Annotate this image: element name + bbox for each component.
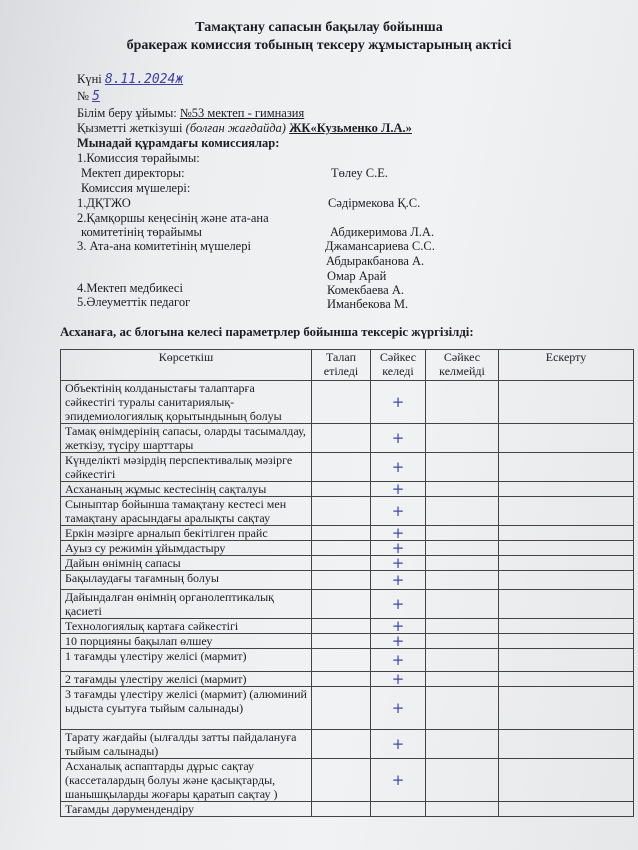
row-not-matches-cell: [426, 526, 499, 541]
row-note-cell: [499, 526, 634, 541]
date-label: Күні: [77, 72, 102, 86]
row-note-cell: [499, 619, 634, 634]
number-label: №: [77, 89, 89, 103]
table-row: [61, 482, 634, 497]
table-row: [61, 759, 634, 802]
row-indicator-text: Ауыз су режимін ұйымдастыру: [61, 541, 312, 556]
row-indicator-text: 3 тағамды үлестіру желісі (мармит) (алюминий ыдыста суытуға тыйым салынады): [61, 687, 312, 730]
row-indicator-text: Еркін мәзірге арналып бекітілген прайс: [61, 526, 312, 541]
member4-name: Комекбаева А.: [327, 283, 404, 297]
row-note-cell: [499, 453, 634, 482]
date-value: 8.11.2024ж: [104, 72, 184, 87]
row-note-cell: [499, 802, 634, 817]
member4-role: 4.Мектеп медбикесі: [77, 281, 183, 295]
row-required-cell: [312, 590, 371, 619]
table-row: [61, 802, 634, 817]
row-not-matches-cell: [426, 482, 499, 497]
table-row: [61, 556, 634, 571]
member1-role: 1.ДҚТЖО: [77, 196, 131, 210]
table-row: [61, 730, 634, 759]
member2-role-line1: 2.Қамқоршы кеңесінің және ата-ана: [77, 211, 269, 225]
table-row: [61, 619, 634, 634]
row-required-cell: [312, 687, 371, 730]
document-title-line1: Тамақтану сапасын бақылау бойынша: [195, 20, 443, 35]
table-row: [61, 571, 634, 590]
row-note-cell: [499, 556, 634, 571]
table-row: [61, 590, 634, 619]
table-row: [61, 687, 634, 730]
row-note-cell: [499, 571, 634, 590]
supplier-label: Қызметті жеткізуші: [77, 121, 183, 135]
header-matches: Сәйкес келеді: [371, 350, 426, 381]
table-row: [61, 526, 634, 541]
header-indicator: Көрсеткіш: [61, 350, 312, 381]
row-required-cell: [312, 619, 371, 634]
row-note-cell: [499, 482, 634, 497]
row-matches-mark: +: [371, 556, 426, 571]
row-indicator-text: Дайындалған өнімнің органолептикалық қасиеті: [61, 590, 312, 619]
chair-heading: 1.Комиссия төрайымы:: [77, 151, 200, 165]
member3-name-3: Омар Арай: [327, 269, 387, 283]
member5-role: 5.Әлеуметтік педагог: [77, 295, 191, 309]
organization-row: [77, 106, 304, 121]
row-matches-mark: +: [371, 590, 426, 619]
row-required-cell: [312, 759, 371, 802]
row-required-cell: [312, 381, 371, 424]
row-not-matches-cell: [426, 590, 499, 619]
row-matches-mark: [371, 802, 426, 817]
row-note-cell: [499, 541, 634, 556]
date-row: [77, 72, 183, 87]
row-not-matches-cell: [426, 381, 499, 424]
row-matches-mark: +: [371, 571, 426, 590]
member3-role: 3. Ата-ана комитетінің мүшелері: [77, 239, 251, 253]
table-row: [61, 541, 634, 556]
header-not-matches: Сәйкес келмейді: [426, 350, 499, 381]
row-required-cell: [312, 634, 371, 649]
table-row: [61, 453, 634, 482]
row-matches-mark: +: [371, 672, 426, 687]
chair-role: Мектеп директоры:: [81, 166, 185, 180]
row-matches-mark: +: [371, 381, 426, 424]
document-title-line2: бракераж комиссия тобының тексеру жұмыстарының актісі: [126, 38, 512, 53]
row-required-cell: [312, 541, 371, 556]
table-header-row: [61, 350, 634, 381]
member5-name: Иманбекова М.: [327, 297, 409, 311]
row-not-matches-cell: [426, 687, 499, 730]
number-row: [77, 89, 100, 104]
member2-name: Абдикеримова Л.А.: [330, 225, 435, 239]
row-indicator-text: Асхананың жұмыс кестесінің сақталуы: [61, 482, 312, 497]
row-not-matches-cell: [426, 497, 499, 526]
table-row: [61, 497, 634, 526]
commission-heading: Мынадай құрамдағы комиссиялар:: [77, 136, 280, 150]
row-required-cell: [312, 497, 371, 526]
row-matches-mark: +: [371, 424, 426, 453]
row-indicator-text: Объектінің колданыстағы талаптарға сәйкестігі туралы санитариялық-эпидемиологиялық қорытындының болуы: [61, 381, 312, 424]
row-not-matches-cell: [426, 802, 499, 817]
row-indicator-text: Тамақ өнімдерінің сапасы, оларды тасымалдау, жеткізу, түсіру шарттары: [61, 424, 312, 453]
chair-name: Төлеу С.Е.: [331, 166, 388, 180]
row-indicator-text: Тарату жағдайы (ылғалды затты пайдалануға тыйым салынады): [61, 730, 312, 759]
row-indicator-text: Күнделікті мәзірдің перспективалық мәзірге сәйкестігі: [61, 453, 312, 482]
table-row: [61, 634, 634, 649]
members-heading: Комиссия мүшелері:: [81, 181, 191, 195]
row-not-matches-cell: [426, 424, 499, 453]
row-note-cell: [499, 687, 634, 730]
number-value: 5: [92, 89, 100, 104]
row-matches-mark: +: [371, 649, 426, 672]
member3-name-1: Джамансариева С.С.: [325, 239, 435, 253]
inspection-intro: Асханаға, ас блогына келесі параметрлер бойынша тексеріс жүргізілді:: [60, 325, 474, 339]
supplier-value: ЖК«Кузьменко Л.А.»: [289, 121, 412, 135]
row-matches-mark: +: [371, 634, 426, 649]
row-matches-mark: +: [371, 687, 426, 730]
row-matches-mark: +: [371, 759, 426, 802]
row-note-cell: [499, 497, 634, 526]
row-matches-mark: +: [371, 619, 426, 634]
row-not-matches-cell: [426, 571, 499, 590]
row-matches-mark: +: [371, 453, 426, 482]
organization-label: Білім беру ұйымы:: [77, 106, 177, 120]
table-row: [61, 424, 634, 453]
row-note-cell: [499, 590, 634, 619]
row-not-matches-cell: [426, 619, 499, 634]
member3-name-2: Абдыракбанова А.: [326, 254, 425, 268]
row-indicator-text: Асханалық аспаптарды дұрыс сақтау (кассеталардың болуы және қасықтарды, шанышқыларды жоғары қаратып сақтау ): [61, 759, 312, 802]
row-indicator-text: 2 тағамды үлестіру желісі (мармит): [61, 672, 312, 687]
row-matches-mark: +: [371, 497, 426, 526]
row-indicator-text: Бақылаудағы тағамның болуы: [61, 571, 312, 590]
row-not-matches-cell: [426, 649, 499, 672]
row-note-cell: [499, 381, 634, 424]
table-row: [61, 649, 634, 672]
table-row: [61, 381, 634, 424]
row-indicator-text: 1 тағамды үлестіру желісі (мармит): [61, 649, 312, 672]
row-required-cell: [312, 526, 371, 541]
table-body: [61, 381, 634, 817]
row-required-cell: [312, 571, 371, 590]
row-not-matches-cell: [426, 672, 499, 687]
row-note-cell: [499, 649, 634, 672]
row-indicator-text: 10 порцияны бақылап өлшеу: [61, 634, 312, 649]
row-not-matches-cell: [426, 453, 499, 482]
row-not-matches-cell: [426, 759, 499, 802]
header-required: Талап етіледі: [312, 350, 371, 381]
row-matches-mark: +: [371, 526, 426, 541]
header-note: Ескерту: [499, 350, 634, 381]
row-required-cell: [312, 672, 371, 687]
row-indicator-text: Сыныптар бойынша тамақтану кестесі мен тамақтану арасындағы аралықты сақтау: [61, 497, 312, 526]
row-indicator-text: Технологиялық картаға сәйкестігі: [61, 619, 312, 634]
row-matches-mark: +: [371, 541, 426, 556]
row-required-cell: [312, 453, 371, 482]
row-note-cell: [499, 759, 634, 802]
member2-role-line2: комитетінің төрайымы: [81, 225, 202, 239]
row-note-cell: [499, 730, 634, 759]
row-not-matches-cell: [426, 541, 499, 556]
row-required-cell: [312, 424, 371, 453]
row-not-matches-cell: [426, 730, 499, 759]
supplier-row: [77, 121, 412, 136]
row-required-cell: [312, 802, 371, 817]
member1-name: Сәдірмекова Қ.С.: [328, 196, 421, 210]
row-required-cell: [312, 730, 371, 759]
row-note-cell: [499, 634, 634, 649]
inspection-table: [60, 349, 634, 817]
row-required-cell: [312, 482, 371, 497]
table-row: [61, 672, 634, 687]
row-not-matches-cell: [426, 556, 499, 571]
supplier-note: (болған жағдайда): [185, 121, 286, 135]
row-required-cell: [312, 556, 371, 571]
row-note-cell: [499, 672, 634, 687]
row-indicator-text: Тағамды дәрумендендіру: [61, 802, 312, 817]
row-matches-mark: +: [371, 482, 426, 497]
row-matches-mark: +: [371, 730, 426, 759]
organization-value: №53 мектеп - гимназия: [179, 106, 305, 120]
row-indicator-text: Дайын өнімнің сапасы: [61, 556, 312, 571]
row-required-cell: [312, 649, 371, 672]
row-note-cell: [499, 424, 634, 453]
row-not-matches-cell: [426, 634, 499, 649]
